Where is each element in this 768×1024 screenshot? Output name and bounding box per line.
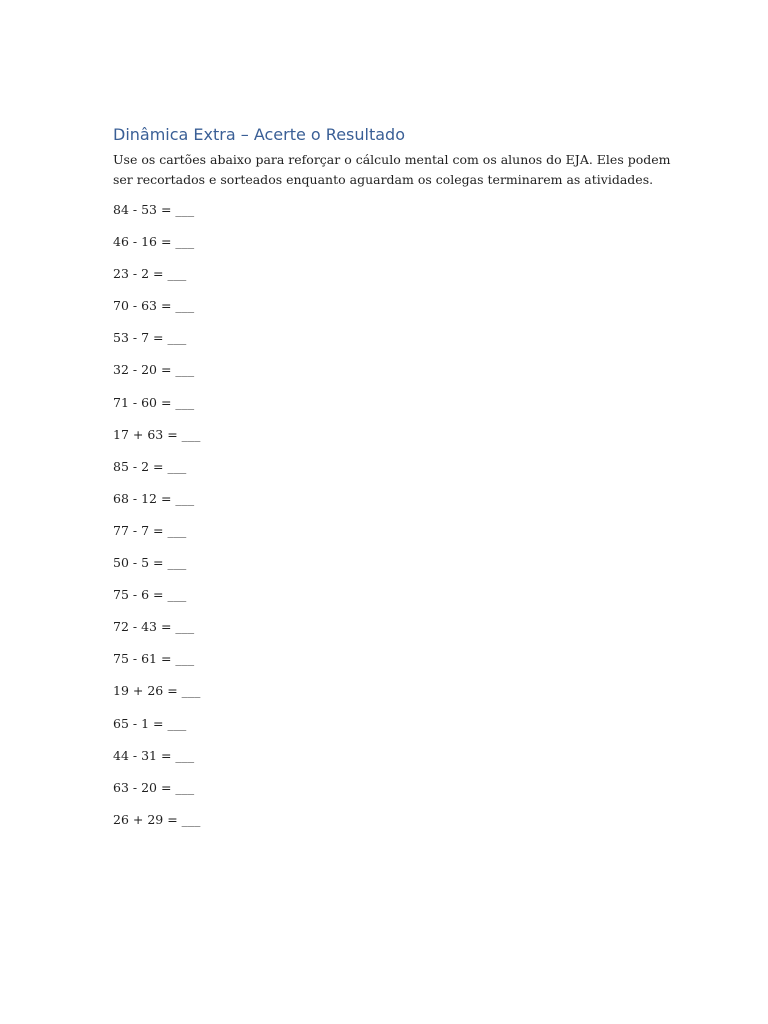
exercise-item: 71 - 60 = ___ xyxy=(113,394,195,410)
intro-paragraph: Use os cartões abaixo para reforçar o cálculo mental com os alunos do EJA. Eles podem ser recortados e sorteados enquanto aguardam os colegas terminarem as atividades. xyxy=(113,152,671,187)
exercise-item: 46 - 16 = ___ xyxy=(113,234,195,250)
exercise-item: 32 - 20 = ___ xyxy=(113,362,195,378)
exercise-item: 19 + 26 = ___ xyxy=(113,683,201,699)
exercise-list xyxy=(113,200,673,842)
exercise-item: 77 - 7 = ___ xyxy=(113,522,187,538)
document-title: Dinâmica Extra – Acerte o Resultado xyxy=(113,125,405,144)
exercise-item: 75 - 61 = ___ xyxy=(113,651,195,667)
exercise-item: 44 - 31 = ___ xyxy=(113,747,195,763)
exercise-item: 17 + 63 = ___ xyxy=(113,426,201,442)
exercise-item: 63 - 20 = ___ xyxy=(113,779,195,795)
exercise-item: 72 - 43 = ___ xyxy=(113,619,195,635)
exercise-item: 26 + 29 = ___ xyxy=(113,811,201,827)
exercise-item: 68 - 12 = ___ xyxy=(113,490,195,506)
exercise-item: 65 - 1 = ___ xyxy=(113,715,187,731)
exercise-item: 23 - 2 = ___ xyxy=(113,266,187,282)
document-page xyxy=(113,124,673,842)
exercise-item: 70 - 63 = ___ xyxy=(113,298,195,314)
exercise-item: 75 - 6 = ___ xyxy=(113,587,187,603)
exercise-item: 50 - 5 = ___ xyxy=(113,555,187,571)
exercise-item: 85 - 2 = ___ xyxy=(113,458,187,474)
exercise-item: 84 - 53 = ___ xyxy=(113,202,195,217)
exercise-item: 53 - 7 = ___ xyxy=(113,330,187,346)
